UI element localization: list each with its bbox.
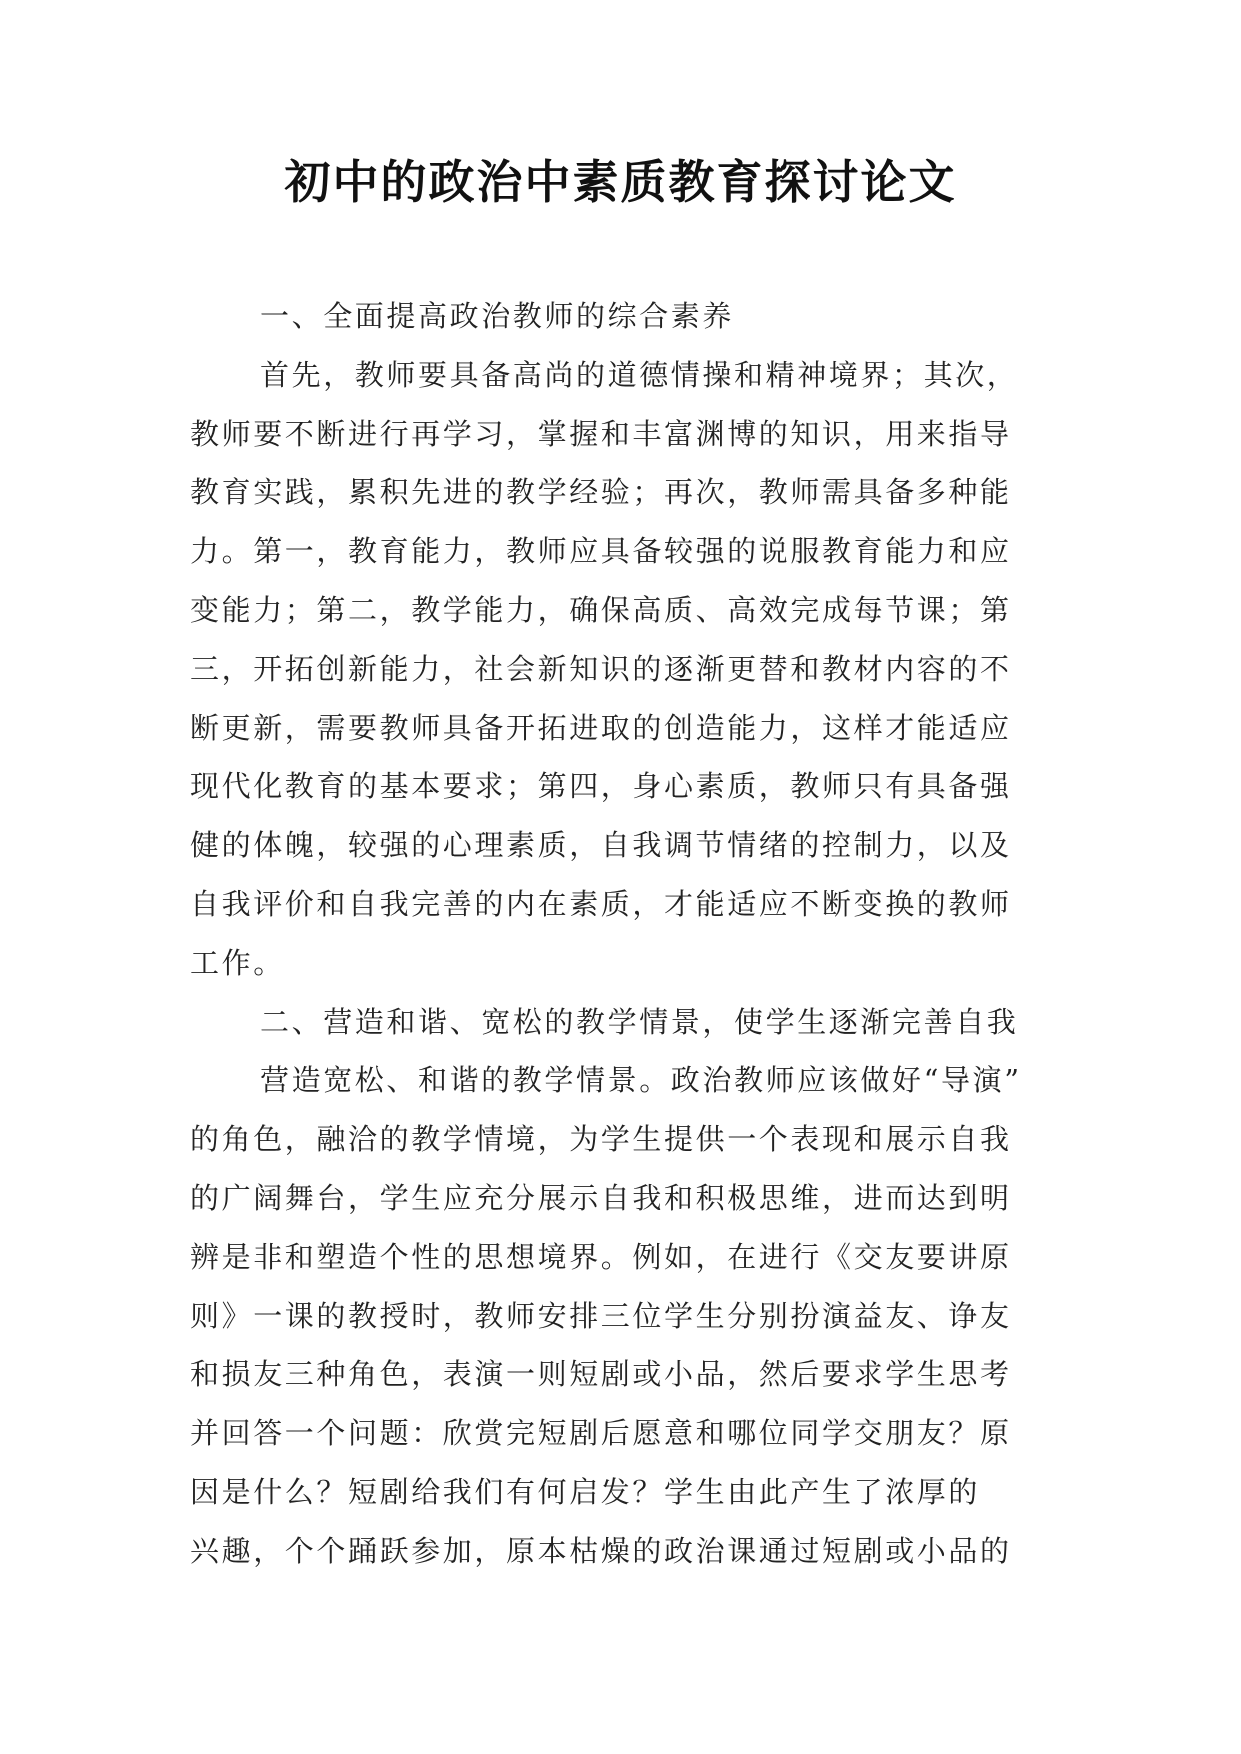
paragraph-first-line: 首先，教师要具备高尚的道德情操和精神境界；其次， — [260, 357, 1019, 392]
paragraph-line: 断更新，需要教师具备开拓进取的创造能力，这样才能适应 — [190, 710, 1012, 745]
paragraph-first-line: 营造宽松、和谐的教学情景。政治教师应该做好“导演” — [260, 1063, 1022, 1098]
paragraph-line: 和损友三种角色，表演一则短剧或小品，然后要求学生思考 — [190, 1357, 1012, 1392]
paragraph-line: 变能力；第二，教学能力，确保高质、高效完成每节课；第 — [190, 592, 1012, 627]
paragraph-line: 则》一课的教授时，教师安排三位学生分别扮演益友、诤友 — [190, 1298, 1012, 1333]
paragraph-first-line: 一、全面提高政治教师的综合素养 — [260, 299, 735, 333]
paragraph-line: 力。第一，教育能力，教师应具备较强的说服教育能力和应 — [190, 534, 1012, 569]
paragraph-line: 的角色，融洽的教学情境，为学生提供一个表现和展示自我 — [190, 1122, 1012, 1157]
paragraph-line: 兴趣，个个踊跃参加，原本枯燥的政治课通过短剧或小品的 — [190, 1533, 1012, 1568]
paragraph-line: 并回答一个问题：欣赏完短剧后愿意和哪位同学交朋友？原 — [190, 1416, 1012, 1451]
document-body — [190, 287, 1060, 1581]
paragraph-line: 现代化教育的基本要求；第四，身心素质，教师只有具备强 — [190, 769, 1012, 804]
paragraph-first-line: 二、营造和谐、宽松的教学情景，使学生逐渐完善自我 — [260, 1004, 1019, 1039]
paragraph-line: 健的体魄，较强的心理素质，自我调节情绪的控制力，以及 — [190, 828, 1012, 863]
paragraph-line: 工作。 — [190, 945, 285, 980]
paragraph-line: 辨是非和塑造个性的思想境界。例如，在进行《交友要讲原 — [190, 1239, 1012, 1274]
document-title: 初中的政治中素质教育探讨论文 — [284, 155, 957, 209]
paragraph-line: 的广阔舞台，学生应充分展示自我和积极思维，进而达到明 — [190, 1180, 1012, 1215]
paragraph-line: 教育实践，累积先进的教学经验；再次，教师需具备多种能 — [190, 475, 1012, 510]
paragraph-line: 自我评价和自我完善的内在素质，才能适应不断变换的教师 — [190, 886, 1012, 921]
paragraph-line: 教师要不断进行再学习，掌握和丰富渊博的知识，用来指导 — [190, 416, 1012, 451]
paragraph-line: 因是什么？短剧给我们有何启发？学生由此产生了浓厚的 — [190, 1474, 981, 1509]
paragraph-line: 三，开拓创新能力，社会新知识的逐渐更替和教材内容的不 — [190, 651, 1012, 686]
